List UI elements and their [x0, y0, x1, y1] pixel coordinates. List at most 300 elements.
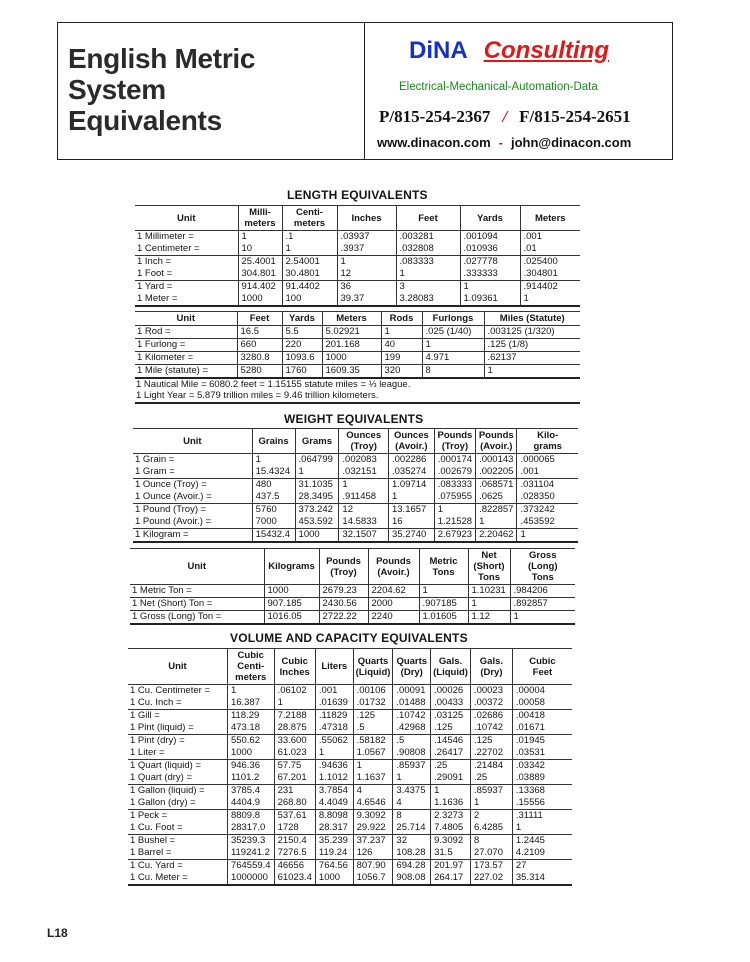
- length-table-1-value-cell: 2.54001: [282, 256, 337, 269]
- volume-table-value-cell: 7.2188: [274, 710, 315, 723]
- weight-table-1-value-cell: .000174: [434, 454, 475, 467]
- length-table-2-value-cell: 40: [381, 339, 422, 352]
- volume-table-value-cell: .5: [393, 735, 431, 748]
- volume-table-value-cell: .01488: [393, 697, 431, 710]
- volume-table-value-cell: 764.56: [315, 860, 353, 873]
- length-table-2-value-cell: 320: [381, 365, 422, 379]
- weight-table-2-value-cell: 1000: [264, 585, 319, 598]
- weight-table-1-value-cell: .911458: [339, 491, 389, 504]
- weight-table-1-value-cell: 1: [434, 504, 475, 517]
- volume-table-value-cell: 25.714: [393, 822, 431, 835]
- weight-table-1-value-cell: .822857: [476, 504, 517, 517]
- volume-table-value-cell: 1: [470, 797, 512, 810]
- weight-table-1-value-cell: .453592: [517, 516, 578, 529]
- length-table-1-value-cell: 1: [460, 281, 520, 294]
- length-table-2-value-cell: 16.5: [237, 326, 282, 339]
- volume-table-row: [128, 810, 572, 823]
- volume-table-row: [128, 860, 572, 873]
- length-table-1-header-row: [135, 206, 580, 231]
- length-table-1-column-header: Centi- meters: [282, 206, 337, 231]
- volume-table-value-cell: 8: [470, 835, 512, 848]
- weight-table-1-value-cell: 1: [517, 529, 578, 543]
- length-table-2-value-cell: 199: [381, 352, 422, 365]
- length-table-1-value-cell: .025400: [520, 256, 580, 269]
- weight-table-1-row: [133, 516, 578, 529]
- length-table-2-value-cell: 201.168: [322, 339, 381, 352]
- volume-table-row: [128, 872, 572, 885]
- weight-table-1-value-cell: 1.09714: [388, 479, 434, 492]
- length-table-1-value-cell: .03937: [337, 231, 396, 244]
- weight-table-1-value-cell: .002083: [339, 454, 389, 467]
- weight-table-1-value-cell: .035274: [388, 466, 434, 479]
- length-table-2-value-cell: 1760: [282, 365, 322, 379]
- volume-table-header-row: [128, 649, 572, 685]
- weight-table-1-value-cell: 5760: [252, 504, 295, 517]
- length-table-1-value-cell: .304801: [520, 268, 580, 281]
- volume-table-unit-cell: 1 Gallon (liquid) =: [128, 785, 227, 798]
- volume-table-value-cell: .03125: [431, 710, 471, 723]
- volume-table-value-cell: 8.8098: [315, 810, 353, 823]
- length-table-1-value-cell: .914402: [520, 281, 580, 294]
- volume-table-value-cell: 908.08: [393, 872, 431, 885]
- volume-table-value-cell: 1.1012: [315, 772, 353, 785]
- volume-table-value-cell: 67.201: [274, 772, 315, 785]
- weight-table-1-value-cell: .068571: [476, 479, 517, 492]
- length-table-1-value-cell: 12: [337, 268, 396, 281]
- length-table-2-value-cell: 1093.6: [282, 352, 322, 365]
- length-table-2-header-row: [135, 312, 580, 326]
- volume-table-column-header: Cubic Centi- meters: [227, 649, 274, 685]
- weight-table-1-row: [133, 466, 578, 479]
- weight-table-1-value-cell: 14.5833: [339, 516, 389, 529]
- volume-table-column-header: Quarts (Dry): [393, 649, 431, 685]
- volume-table-value-cell: 2.3273: [431, 810, 471, 823]
- volume-table-unit-cell: 1 Cu. Inch =: [128, 697, 227, 710]
- length-table-1-unit-cell: 1 Millimeter =: [135, 231, 238, 244]
- volume-table-value-cell: .00004: [512, 685, 572, 698]
- volume-table-row: [128, 835, 572, 848]
- volume-table-value-cell: .13368: [512, 785, 572, 798]
- volume-table-value-cell: 31.5: [431, 847, 471, 860]
- weight-table-1-value-cell: .075955: [434, 491, 475, 504]
- volume-table-value-cell: 1728: [274, 822, 315, 835]
- weight-table-1-value-cell: 480: [252, 479, 295, 492]
- volume-table-value-cell: 28.875: [274, 722, 315, 735]
- weight-table-1-value-cell: 12: [339, 504, 389, 517]
- length-table-1-column-header: Unit: [135, 206, 238, 231]
- volume-table-value-cell: .55062: [315, 735, 353, 748]
- weight-table-1-unit-cell: 1 Gram =: [133, 466, 252, 479]
- volume-table-value-cell: 9.3092: [353, 810, 393, 823]
- length-table-1-column-header: Yards: [460, 206, 520, 231]
- header-box: [57, 22, 673, 160]
- volume-table-row: [128, 847, 572, 860]
- length-table-1-column-header: Milli- meters: [238, 206, 282, 231]
- volume-table-value-cell: .00091: [393, 685, 431, 698]
- length-table-1-row: [135, 293, 580, 306]
- weight-table-1-value-cell: 2.67923: [434, 529, 475, 543]
- volume-table-value-cell: 9.3092: [431, 835, 471, 848]
- weight-table-2-column-header: Pounds (Avoir.): [368, 549, 419, 585]
- weight-table-2-value-cell: 1.12: [468, 611, 510, 625]
- volume-table-value-cell: 37.237: [353, 835, 393, 848]
- volume-table-value-cell: 1: [512, 822, 572, 835]
- volume-table-unit-cell: 1 Pint (dry) =: [128, 735, 227, 748]
- length-table-1-column-header: Feet: [396, 206, 460, 231]
- volume-table-unit-cell: 1 Cu. Meter =: [128, 872, 227, 885]
- length-table-2-value-cell: 1: [381, 326, 422, 339]
- brand-logo: [409, 37, 609, 65]
- volume-table-value-cell: 1: [353, 760, 393, 773]
- volume-table-value-cell: 1000: [315, 872, 353, 885]
- volume-table-value-cell: 126: [353, 847, 393, 860]
- length-table-2-row: [135, 352, 580, 365]
- weight-table-2-value-cell: .907185: [419, 598, 468, 611]
- length-table-1-value-cell: 304.801: [238, 268, 282, 281]
- volume-table-value-cell: 35239.3: [227, 835, 274, 848]
- volume-table-value-cell: 4: [393, 797, 431, 810]
- length-table-1-value-cell: 1: [282, 243, 337, 256]
- volume-table-row: [128, 822, 572, 835]
- volume-table-row: [128, 685, 572, 698]
- weight-table-2-value-cell: 1: [510, 611, 575, 625]
- volume-table-value-cell: 1000000: [227, 872, 274, 885]
- volume-table-value-cell: .01671: [512, 722, 572, 735]
- fax-number: F/815-254-2651: [519, 107, 631, 126]
- volume-table-value-cell: 27: [512, 860, 572, 873]
- length-table-2-column-header: Rods: [381, 312, 422, 326]
- length-table-1-value-cell: .3937: [337, 243, 396, 256]
- volume-table-unit-cell: 1 Peck =: [128, 810, 227, 823]
- weight-table-2-header-row: [130, 549, 575, 585]
- volume-table-unit-cell: 1 Cu. Foot =: [128, 822, 227, 835]
- volume-table-unit-cell: 1 Liter =: [128, 747, 227, 760]
- weight-table-2-value-cell: 1.01605: [419, 611, 468, 625]
- volume-table-value-cell: .25: [470, 772, 512, 785]
- volume-table-column-header: Liters: [315, 649, 353, 685]
- length-table-2-value-cell: 1: [422, 339, 484, 352]
- weight-table-1-column-header: Unit: [133, 429, 252, 454]
- weight-table-1-value-cell: 16: [388, 516, 434, 529]
- length-table-2-column-header: Feet: [237, 312, 282, 326]
- main-title-line-3: Equivalents: [68, 105, 222, 136]
- length-table-2-value-cell: 1609.35: [322, 365, 381, 379]
- length-table-1-value-cell: .001094: [460, 231, 520, 244]
- weight-table-1-value-cell: 13.1657: [388, 504, 434, 517]
- length-table-2-value-cell: 5.5: [282, 326, 322, 339]
- volume-table-value-cell: 108.28: [393, 847, 431, 860]
- volume-table-value-cell: 4.4049: [315, 797, 353, 810]
- volume-table-value-cell: .14546: [431, 735, 471, 748]
- volume-table-value-cell: 3.4375: [393, 785, 431, 798]
- volume-table-unit-cell: 1 Cu. Yard =: [128, 860, 227, 873]
- volume-table-value-cell: .00058: [512, 697, 572, 710]
- weight-table-2-value-cell: .984206: [510, 585, 575, 598]
- volume-table-value-cell: .25: [431, 760, 471, 773]
- length-table-2-column-header: Yards: [282, 312, 322, 326]
- length-table-1-value-cell: .027778: [460, 256, 520, 269]
- weight-table-1-unit-cell: 1 Ounce (Avoir.) =: [133, 491, 252, 504]
- volume-table-unit-cell: 1 Pint (liquid) =: [128, 722, 227, 735]
- volume-table-value-cell: 28317.0: [227, 822, 274, 835]
- volume-table-value-cell: 473.18: [227, 722, 274, 735]
- volume-table-value-cell: 46656: [274, 860, 315, 873]
- volume-table-value-cell: .02686: [470, 710, 512, 723]
- weight-table-1-unit-cell: 1 Pound (Avoir.) =: [133, 516, 252, 529]
- length-table-2: [135, 311, 580, 379]
- volume-table-value-cell: 1: [393, 772, 431, 785]
- length-table-2-value-cell: 1000: [322, 352, 381, 365]
- weight-table-2: [130, 548, 575, 625]
- weight-table-1-unit-cell: 1 Ounce (Troy) =: [133, 479, 252, 492]
- length-table-1-value-cell: 1: [337, 256, 396, 269]
- volume-table-value-cell: 268.80: [274, 797, 315, 810]
- volume-table-value-cell: .01945: [512, 735, 572, 748]
- page-label: L18: [47, 926, 68, 940]
- volume-table-value-cell: .31111: [512, 810, 572, 823]
- weight-table-1-column-header: Pounds (Troy): [434, 429, 475, 454]
- length-table-2-row: [135, 339, 580, 352]
- length-table-1-value-cell: 1: [520, 293, 580, 306]
- volume-table-value-cell: .22702: [470, 747, 512, 760]
- brand-consulting: Consulting: [483, 37, 609, 64]
- length-table-1-value-cell: 91.4402: [282, 281, 337, 294]
- length-table-2-column-header: Furlongs: [422, 312, 484, 326]
- weight-table-2-column-header: Kilograms: [264, 549, 319, 585]
- volume-table-value-cell: 264.17: [431, 872, 471, 885]
- weight-table-1-value-cell: 15432.4: [252, 529, 295, 543]
- volume-table-value-cell: .94636: [315, 760, 353, 773]
- weight-table-1-column-header: Ounces (Avoir.): [388, 429, 434, 454]
- volume-table-value-cell: .001: [315, 685, 353, 698]
- website-link[interactable]: www.dinacon.com: [377, 135, 491, 150]
- length-table-2-value-cell: 5280: [237, 365, 282, 379]
- length-table-2-column-header: Meters: [322, 312, 381, 326]
- length-table-1-value-cell: 36: [337, 281, 396, 294]
- volume-table-value-cell: 7276.5: [274, 847, 315, 860]
- weight-table-2-column-header: Net (Short) Tons: [468, 549, 510, 585]
- weight-table-1-value-cell: 1: [252, 454, 295, 467]
- length-table-2-value-cell: 3280.8: [237, 352, 282, 365]
- volume-table-unit-cell: 1 Quart (liquid) =: [128, 760, 227, 773]
- length-table-1-value-cell: 100: [282, 293, 337, 306]
- weight-table-1-value-cell: 1.21528: [434, 516, 475, 529]
- length-table-2-unit-cell: 1 Rod =: [135, 326, 237, 339]
- volume-table-value-cell: 29.922: [353, 822, 393, 835]
- volume-table-value-cell: 8809.8: [227, 810, 274, 823]
- length-table-2-unit-cell: 1 Kilometer =: [135, 352, 237, 365]
- length-table-1-unit-cell: 1 Yard =: [135, 281, 238, 294]
- length-table-2-value-cell: 220: [282, 339, 322, 352]
- contact-line: [377, 135, 631, 150]
- weight-table-1-value-cell: .031104: [517, 479, 578, 492]
- brand-panel: [365, 23, 672, 159]
- length-table-1-value-cell: .333333: [460, 268, 520, 281]
- weight-table-1-value-cell: 32.1507: [339, 529, 389, 543]
- weight-table-1-value-cell: .000143: [476, 454, 517, 467]
- volume-table-value-cell: .58182: [353, 735, 393, 748]
- volume-table-value-cell: .47318: [315, 722, 353, 735]
- volume-table-value-cell: 1.1637: [353, 772, 393, 785]
- weight-table-1-column-header: Grams: [295, 429, 339, 454]
- volume-table-value-cell: .125: [470, 735, 512, 748]
- length-table-2-unit-cell: 1 Furlong =: [135, 339, 237, 352]
- weight-table-1-value-cell: .002205: [476, 466, 517, 479]
- weight-table-2-value-cell: 1016.05: [264, 611, 319, 625]
- weight-table-2-unit-cell: 1 Metric Ton =: [130, 585, 264, 598]
- volume-table-value-cell: 1: [315, 747, 353, 760]
- volume-table-value-cell: 537.61: [274, 810, 315, 823]
- length-table-1-row: [135, 268, 580, 281]
- weight-table-2-value-cell: 2240: [368, 611, 419, 625]
- volume-table-value-cell: .01639: [315, 697, 353, 710]
- weight-table-1-row: [133, 479, 578, 492]
- length-notes-rule: [135, 402, 580, 404]
- volume-table-value-cell: 764559.4: [227, 860, 274, 873]
- weight-table-2-unit-cell: 1 Net (Short) Ton =: [130, 598, 264, 611]
- weight-table-2-value-cell: 907.185: [264, 598, 319, 611]
- email-link[interactable]: john@dinacon.com: [511, 135, 632, 150]
- length-table-2-column-header: Miles (Statute): [484, 312, 580, 326]
- length-table-2-value-cell: .025 (1/40): [422, 326, 484, 339]
- length-table-2-row: [135, 365, 580, 379]
- volume-table-unit-cell: 1 Bushel =: [128, 835, 227, 848]
- volume-table-value-cell: .00023: [470, 685, 512, 698]
- volume-table-value-cell: 61.023: [274, 747, 315, 760]
- volume-table-value-cell: .125: [431, 722, 471, 735]
- length-table-2-value-cell: 4.971: [422, 352, 484, 365]
- volume-table-value-cell: .00106: [353, 685, 393, 698]
- brand-dina: DiNA: [409, 37, 468, 64]
- length-table-1-unit-cell: 1 Meter =: [135, 293, 238, 306]
- weight-table-1-row: [133, 504, 578, 517]
- volume-table-value-cell: .03531: [512, 747, 572, 760]
- weight-table-1-value-cell: .000065: [517, 454, 578, 467]
- length-table-1: [135, 205, 580, 307]
- volume-table-value-cell: 4.2109: [512, 847, 572, 860]
- volume-section-title: VOLUME AND CAPACITY EQUIVALENTS: [230, 631, 468, 645]
- volume-table-value-cell: 33.600: [274, 735, 315, 748]
- weight-table-1-value-cell: 373.242: [295, 504, 339, 517]
- volume-table-value-cell: .03342: [512, 760, 572, 773]
- volume-table-value-cell: 1056.7: [353, 872, 393, 885]
- volume-table-row: [128, 722, 572, 735]
- length-table-1-value-cell: .1: [282, 231, 337, 244]
- main-title-line-2: System: [68, 74, 166, 105]
- length-table-2-value-cell: 660: [237, 339, 282, 352]
- volume-table-value-cell: .21484: [470, 760, 512, 773]
- length-note-light-year: 1 Light Year = 5.879 trillion miles = 9.46 trillion kilometers.: [136, 390, 379, 401]
- length-section-title: LENGTH EQUIVALENTS: [287, 188, 428, 202]
- volume-table-value-cell: 231: [274, 785, 315, 798]
- volume-table-column-header: Gals. (Liquid): [431, 649, 471, 685]
- length-table-2-value-cell: .003125 (1/320): [484, 326, 580, 339]
- weight-table-1-unit-cell: 1 Grain =: [133, 454, 252, 467]
- volume-table-value-cell: .00433: [431, 697, 471, 710]
- volume-table-value-cell: .85937: [393, 760, 431, 773]
- volume-table-value-cell: 35.239: [315, 835, 353, 848]
- volume-table-value-cell: 7.4805: [431, 822, 471, 835]
- volume-table-value-cell: 27.070: [470, 847, 512, 860]
- volume-table-value-cell: 28.317: [315, 822, 353, 835]
- volume-table-value-cell: 1000: [227, 747, 274, 760]
- weight-table-2-column-header: Gross (Long) Tons: [510, 549, 575, 585]
- weight-table-2-value-cell: .892857: [510, 598, 575, 611]
- weight-table-1-value-cell: 1: [339, 479, 389, 492]
- weight-table-1-value-cell: 1: [476, 516, 517, 529]
- weight-table-1-value-cell: 15.4324: [252, 466, 295, 479]
- weight-table-1: [133, 428, 578, 543]
- weight-table-1-value-cell: .373242: [517, 504, 578, 517]
- weight-table-1-value-cell: .032151: [339, 466, 389, 479]
- volume-table-value-cell: .15556: [512, 797, 572, 810]
- weight-table-1-value-cell: .028350: [517, 491, 578, 504]
- volume-table-value-cell: .10742: [393, 710, 431, 723]
- weight-table-2-row: [130, 598, 575, 611]
- length-table-1-value-cell: 25.4001: [238, 256, 282, 269]
- weight-table-1-value-cell: .0625: [476, 491, 517, 504]
- volume-table-value-cell: 32: [393, 835, 431, 848]
- volume-table-value-cell: 4.6546: [353, 797, 393, 810]
- weight-table-2-value-cell: 2679.23: [319, 585, 368, 598]
- volume-table-value-cell: 3.7854: [315, 785, 353, 798]
- weight-table-2-column-header: Pounds (Troy): [319, 549, 368, 585]
- length-note-nautical-mile: 1 Nautical Mile = 6080.2 feet = 1.15155 statute miles = ⅓ league.: [136, 379, 411, 390]
- volume-table-row: [128, 697, 572, 710]
- volume-table-value-cell: 4404.9: [227, 797, 274, 810]
- weight-table-2-value-cell: 1: [419, 585, 468, 598]
- volume-table: [128, 648, 572, 886]
- length-table-1-value-cell: .010936: [460, 243, 520, 256]
- volume-table-row: [128, 710, 572, 723]
- volume-table-unit-cell: 1 Gill =: [128, 710, 227, 723]
- length-table-1-column-header: Inches: [337, 206, 396, 231]
- weight-table-1-value-cell: 453.592: [295, 516, 339, 529]
- volume-table-value-cell: .11829: [315, 710, 353, 723]
- volume-table-unit-cell: 1 Gallon (dry) =: [128, 797, 227, 810]
- tagline: Electrical-Mechanical-Automation-Data: [399, 81, 598, 93]
- volume-table-value-cell: 57.75: [274, 760, 315, 773]
- volume-table-value-cell: 550.62: [227, 735, 274, 748]
- length-table-1-row: [135, 281, 580, 294]
- phone-separator: /: [502, 107, 508, 126]
- length-table-1-value-cell: .083333: [396, 256, 460, 269]
- weight-table-2-unit-cell: 1 Gross (Long) Ton =: [130, 611, 264, 625]
- volume-table-value-cell: 119241.2: [227, 847, 274, 860]
- volume-table-value-cell: 807.90: [353, 860, 393, 873]
- length-table-1-value-cell: 30.4801: [282, 268, 337, 281]
- volume-table-row: [128, 772, 572, 785]
- length-table-1-value-cell: .001: [520, 231, 580, 244]
- weight-section-title: WEIGHT EQUIVALENTS: [284, 412, 424, 426]
- length-table-1-value-cell: 10: [238, 243, 282, 256]
- volume-table-value-cell: .26417: [431, 747, 471, 760]
- weight-table-2-row: [130, 611, 575, 625]
- volume-table-value-cell: 2150.4: [274, 835, 315, 848]
- volume-table-value-cell: .06102: [274, 685, 315, 698]
- length-table-2-value-cell: 1: [484, 365, 580, 379]
- volume-table-value-cell: .5: [353, 722, 393, 735]
- volume-table-unit-cell: 1 Barrel =: [128, 847, 227, 860]
- weight-table-1-unit-cell: 1 Kilogram =: [133, 529, 252, 543]
- volume-table-value-cell: 946.36: [227, 760, 274, 773]
- volume-table-row: [128, 785, 572, 798]
- length-table-1-value-cell: 1: [396, 268, 460, 281]
- length-table-1-value-cell: .032808: [396, 243, 460, 256]
- weight-table-2-value-cell: 1: [468, 598, 510, 611]
- phone-number: P/815-254-2367: [379, 107, 491, 126]
- title-panel: [58, 23, 365, 159]
